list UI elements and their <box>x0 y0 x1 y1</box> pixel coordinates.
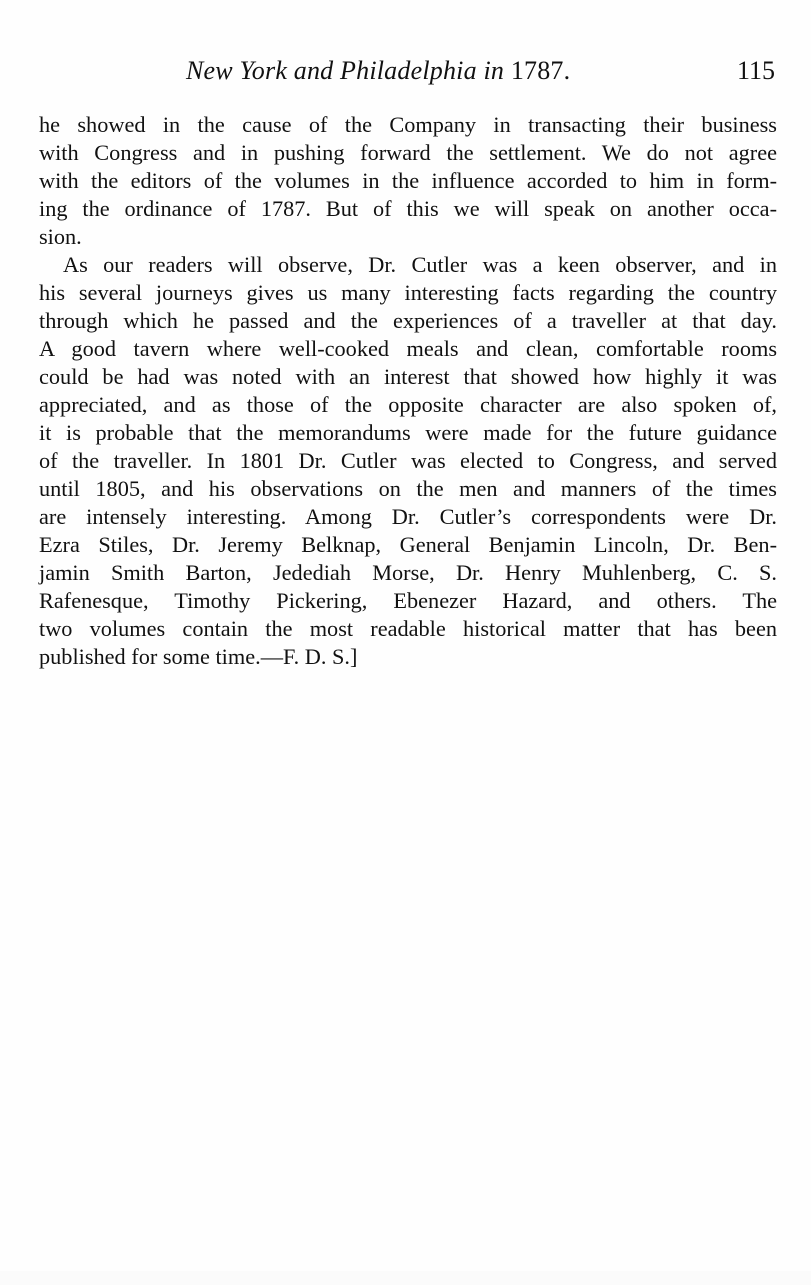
text-line: appreciated, and as those of the opposite character are also spoken of, <box>39 392 777 417</box>
text-line: he showed in the cause of the Company in transacting their business <box>39 112 777 137</box>
text-line: with Congress and in pushing forward the settlement. We do not agree <box>39 140 777 165</box>
page-number: 115 <box>736 56 775 85</box>
text-line: published for some time.—F. D. S.] <box>39 644 358 669</box>
text-line: could be had was noted with an interest that showed how highly it was <box>39 364 777 389</box>
text-line: As our readers will observe, Dr. Cutler was a keen observer, and in <box>63 252 777 277</box>
running-header-title <box>186 56 570 86</box>
running-header-text: New York and Philadelphia in <box>186 56 505 85</box>
text-line: two volumes contain the most readable historical matter that has been <box>39 616 777 641</box>
text-line: with the editors of the volumes in the influence accorded to him in form- <box>39 168 777 193</box>
text-line: are intensely interesting. Among Dr. Cutler’s correspondents were Dr. <box>39 504 777 529</box>
running-header-year: 1787. <box>510 56 571 85</box>
text-line: Rafenesque, Timothy Pickering, Ebenezer Hazard, and others. The <box>39 588 777 613</box>
text-line: sion. <box>39 224 82 249</box>
text-line: his several journeys gives us many interesting facts regarding the country <box>39 280 777 305</box>
text-line: of the traveller. In 1801 Dr. Cutler was elected to Congress, and served <box>39 448 777 473</box>
text-line: A good tavern where well-cooked meals and clean, comfortable rooms <box>39 336 777 361</box>
text-line: until 1805, and his observations on the men and manners of the times <box>39 476 777 501</box>
page-bottom-edge <box>0 1271 811 1285</box>
text-line: through which he passed and the experiences of a traveller at that day. <box>39 308 777 333</box>
text-line: Ezra Stiles, Dr. Jeremy Belknap, General Benjamin Lincoln, Dr. Ben- <box>39 532 777 557</box>
text-line: ing the ordinance of 1787. But of this we will speak on another occa- <box>39 196 777 221</box>
text-line: jamin Smith Barton, Jedediah Morse, Dr. Henry Muhlenberg, C. S. <box>39 560 777 585</box>
text-line: it is probable that the memorandums were made for the future guidance <box>39 420 777 445</box>
